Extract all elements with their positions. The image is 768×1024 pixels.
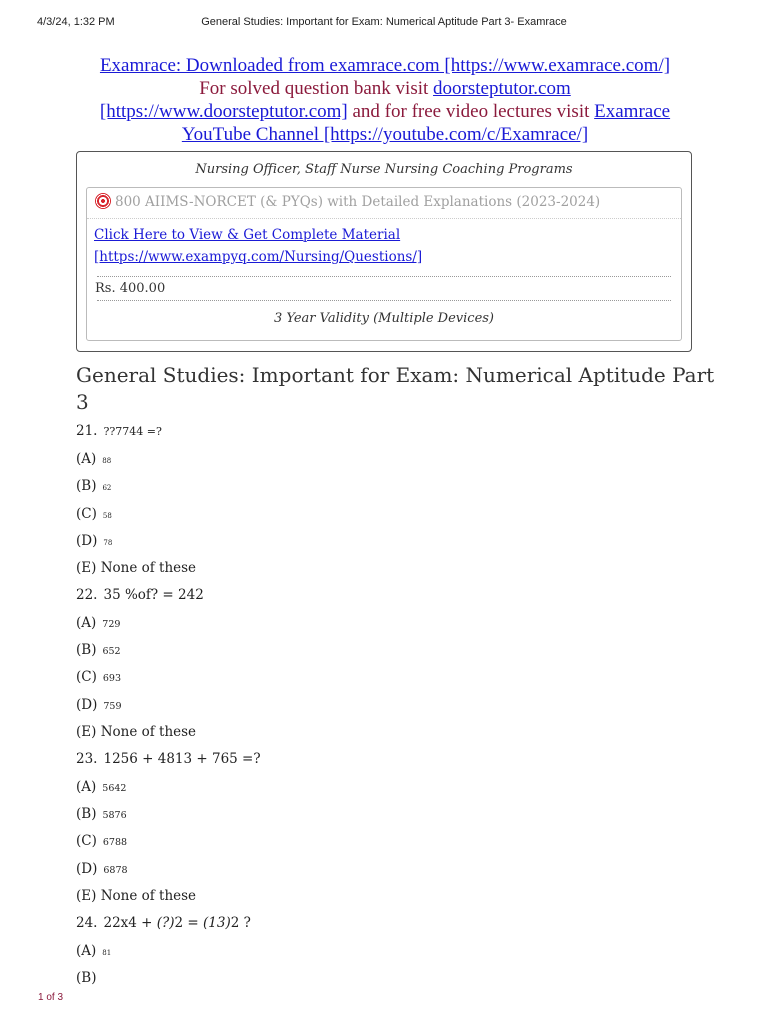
option-a	[76, 451, 111, 467]
validity-note: 3 Year Validity (Multiple Devices)	[273, 311, 495, 326]
divider	[97, 300, 671, 301]
question-24	[76, 915, 251, 931]
banner-text: and for free video lectures visit	[347, 101, 595, 122]
doorsteptutor-link[interactable]: doorsteptutor.com	[433, 78, 571, 99]
option-label: (C)	[76, 833, 97, 849]
option-e	[76, 724, 196, 740]
option-c	[76, 506, 112, 522]
option-value: 5642	[102, 783, 127, 794]
option-b	[76, 478, 111, 494]
option-label: (B)	[76, 806, 97, 822]
option-label: (A)	[76, 943, 97, 959]
page-counter: 1 of 3	[38, 992, 64, 1003]
option-d	[76, 533, 112, 549]
option-label: (A)	[76, 451, 97, 467]
option-label: (B)	[76, 478, 97, 494]
print-date: 4/3/24, 1:32 PM	[37, 16, 115, 28]
price: Rs. 400.00	[95, 281, 166, 296]
option-value: None of these	[100, 888, 197, 904]
option-value: 81	[102, 949, 112, 957]
option-d	[76, 697, 122, 713]
option-label: (D)	[76, 861, 98, 877]
doorsteptutor-url-link[interactable]: [https://www.doorsteptutor.com]	[99, 101, 348, 122]
option-b	[76, 806, 127, 822]
target-icon	[95, 193, 111, 209]
expr-part: 2 ?	[230, 915, 251, 931]
option-a	[76, 615, 120, 631]
option-e	[76, 560, 196, 576]
option-value: 5876	[102, 810, 127, 821]
option-value: None of these	[100, 560, 197, 576]
option-label: (C)	[76, 669, 97, 685]
divider	[97, 276, 671, 277]
question-text: ??7744 =?	[103, 425, 162, 438]
page-title: General Studies: Important for Exam: Numerical Aptitude Part 3	[76, 363, 715, 414]
view-material-link[interactable]: Click Here to View & Get Complete Material	[94, 227, 401, 243]
question-23	[76, 751, 261, 767]
print-title: General Studies: Important for Exam: Numerical Aptitude Part 3- Examrace	[201, 16, 567, 28]
option-value: 652	[102, 646, 121, 657]
option-label: (E)	[76, 724, 97, 740]
option-value: 759	[103, 701, 122, 712]
option-label: (D)	[76, 533, 98, 549]
option-label: (A)	[76, 615, 97, 631]
exampyq-url-link[interactable]: [https://www.exampyq.com/Nursing/Questions/]	[94, 249, 423, 265]
option-c	[76, 669, 121, 685]
download-banner	[80, 54, 690, 146]
banner-text: For solved question bank visit	[199, 78, 434, 99]
question-22	[76, 587, 204, 603]
question-text: 1256 + 4813 + 765 =?	[103, 751, 261, 767]
promo-card	[86, 187, 682, 341]
option-label: (D)	[76, 697, 98, 713]
option-value: 693	[102, 673, 122, 684]
expr-part: (?)	[156, 915, 175, 931]
examrace-youtube-link[interactable]: Examrace	[594, 101, 671, 122]
option-c	[76, 833, 127, 849]
option-value: None of these	[100, 724, 197, 740]
question-text: 35 %of? = 242	[103, 587, 204, 603]
option-label: (B)	[76, 970, 97, 986]
option-label: (C)	[76, 506, 97, 522]
option-value: 62	[102, 484, 112, 492]
course-label: 800 AIIMS-NORCET (& PYQs) with Detailed Explanations (2023-2024)	[115, 194, 601, 210]
option-a	[76, 779, 126, 795]
option-value: 88	[102, 457, 112, 465]
expr-part: 22x4 +	[103, 915, 157, 931]
question-number: 21.	[76, 423, 98, 439]
option-a	[76, 943, 111, 959]
question-number: 22.	[76, 587, 98, 603]
expr-part: 2 =	[174, 915, 204, 931]
question-number: 24.	[76, 915, 98, 931]
option-value: 729	[102, 619, 121, 630]
option-value: 58	[102, 512, 112, 520]
option-value: 6788	[102, 837, 128, 848]
option-label: (E)	[76, 560, 97, 576]
option-b	[76, 642, 121, 658]
question-21	[76, 423, 162, 439]
option-e	[76, 888, 196, 904]
promo-heading: Nursing Officer, Staff Nurse Nursing Coaching Programs	[195, 162, 573, 177]
question-text	[103, 915, 250, 931]
option-label: (A)	[76, 779, 97, 795]
youtube-channel-link[interactable]: YouTube Channel [https://youtube.com/c/Examrace/]	[181, 124, 589, 145]
option-b	[76, 970, 102, 986]
promo-box	[76, 151, 692, 352]
option-value: 6878	[103, 865, 128, 876]
option-d	[76, 861, 128, 877]
divider	[87, 218, 681, 219]
question-number: 23.	[76, 751, 98, 767]
examrace-link[interactable]: Examrace: Downloaded from examrace.com [https://www.examrace.com/]	[99, 55, 671, 76]
option-value: 78	[103, 539, 113, 547]
expr-part: (13)	[203, 915, 231, 931]
course-title	[95, 193, 600, 210]
option-label: (E)	[76, 888, 97, 904]
option-label: (B)	[76, 642, 97, 658]
